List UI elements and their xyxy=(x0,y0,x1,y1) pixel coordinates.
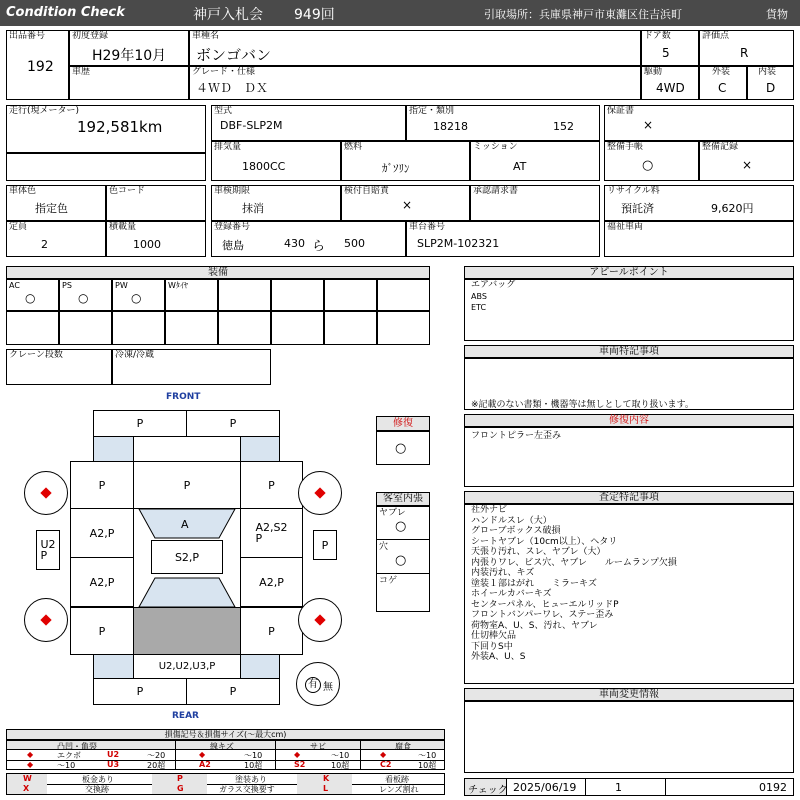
capacity-value: 2 xyxy=(41,238,48,251)
equipment-pw xyxy=(112,279,165,311)
fuel-value: ｶﾞｿﾘﾝ xyxy=(382,162,410,175)
doors-label: ドア数 xyxy=(644,31,671,41)
inspection-box xyxy=(211,185,341,221)
equipment-empty-7 xyxy=(112,311,165,345)
maintenance-book-label: 整備手帳 xyxy=(607,142,644,152)
legend-dent-icon: ◆ xyxy=(27,750,34,759)
rear-label: REAR xyxy=(172,711,199,721)
capacity-box xyxy=(6,221,106,257)
panel-back-door: U2,U2,U3,P xyxy=(133,654,241,679)
legend-l: L xyxy=(323,784,329,793)
mileage-label: 走行(現メーター) xyxy=(9,106,80,116)
cabin-divider xyxy=(377,573,429,574)
capacity-label: 定員 xyxy=(9,222,28,232)
mission-value: AT xyxy=(513,160,527,173)
equipment-ac xyxy=(6,279,59,311)
change-info-box xyxy=(464,701,794,773)
repair-details-title: 修復内容 xyxy=(464,414,794,427)
change-info-title: 車両変更情報 xyxy=(464,688,794,701)
drive-label: 駆動 xyxy=(644,67,663,77)
exterior-value: C xyxy=(718,81,727,95)
equipment-ps xyxy=(59,279,112,311)
equipment-pw-label: PW xyxy=(115,281,128,290)
crane-box xyxy=(6,349,112,385)
equipment-pw-mark: ○ xyxy=(131,291,142,305)
body-color-box xyxy=(6,185,106,221)
model-value: DBF-SLP2M xyxy=(220,119,283,132)
legend-u2-size: 〜20 xyxy=(147,751,166,760)
legend-c2-size: 10超 xyxy=(418,761,437,770)
equipment-wtire-label: Wﾀｲﾔ xyxy=(168,281,188,290)
equipment-empty-6 xyxy=(59,311,112,345)
check-divider xyxy=(585,779,586,795)
first-registration-box xyxy=(69,30,189,66)
repair-details-text: フロントピラー左歪み xyxy=(471,431,562,441)
check-label: チェック xyxy=(468,785,508,796)
fuel-box xyxy=(341,141,470,181)
chassis-number-box xyxy=(406,221,600,257)
equipment-empty-9 xyxy=(218,311,271,345)
equipment-empty-4 xyxy=(377,279,430,311)
legend-w-label: 板金あり xyxy=(82,775,114,784)
brand-title: Condition Check xyxy=(6,5,125,20)
legend-cat-corrosion: 腐食 xyxy=(395,742,411,751)
inspection-note-line: センターパネル、ヒューエルリッドP xyxy=(471,599,619,610)
panel-grille xyxy=(133,436,241,462)
score-value: R xyxy=(740,46,749,60)
grade-label: グレード・仕様 xyxy=(192,67,256,77)
chassis-number-label: 車台番号 xyxy=(409,222,446,232)
liability-box xyxy=(341,185,470,221)
panel-front-fender-right: P xyxy=(240,461,303,509)
panel-rear-fender-left: P xyxy=(70,607,134,655)
vehicle-category: 貨物 xyxy=(766,8,788,21)
legend-corrosion-icon: ◆ xyxy=(380,750,387,759)
interior-label: 内装 xyxy=(758,67,777,77)
panel-headlight-right xyxy=(240,436,280,462)
model-label: 型式 xyxy=(214,106,233,116)
registration-class: 430 xyxy=(284,237,305,250)
inspection-note-line: 塗装１部はがれ ミラーキズ xyxy=(471,578,597,589)
legend-p: P xyxy=(177,774,183,783)
panel-taillight-left xyxy=(93,654,134,679)
load-value: 1000 xyxy=(133,238,161,251)
legend-u3-size: 20超 xyxy=(147,761,166,770)
legend-cat-dent: 凸凹・亀裂 xyxy=(57,742,97,751)
body-color-value: 指定色 xyxy=(35,202,68,215)
equipment-ac-mark: ○ xyxy=(25,291,36,305)
crane-label: クレーン段数 xyxy=(9,350,63,360)
registration-number-box xyxy=(211,221,406,257)
doors-box xyxy=(641,30,699,66)
equipment-wtire xyxy=(165,279,218,311)
score-box xyxy=(699,30,794,66)
vehicle-notes-title: 車両特記事項 xyxy=(464,345,794,358)
legend-cat-scratch: 線キズ xyxy=(210,742,234,751)
legend-k-label: 看板跡 xyxy=(385,775,409,784)
first-registration-label: 初度登録 xyxy=(72,31,109,41)
warranty-box xyxy=(604,105,794,141)
designation-value-2: 152 xyxy=(553,120,574,133)
maintenance-book-box xyxy=(604,141,699,181)
legend-marks xyxy=(6,773,445,795)
maintenance-record-value: × xyxy=(742,158,753,172)
tire-marker-icon xyxy=(40,487,51,498)
spare-present-mark: 有 xyxy=(305,677,321,693)
lot-number-label: 出品番号 xyxy=(9,31,46,41)
mileage-sub-box xyxy=(6,153,206,181)
maintenance-record-box xyxy=(699,141,794,181)
repair-details-box xyxy=(464,427,794,487)
designation-label: 指定・類別 xyxy=(409,106,455,116)
legend-a2-size: 10超 xyxy=(244,761,263,770)
legend-s2-size: 10超 xyxy=(331,761,350,770)
panel-cargo-floor xyxy=(133,607,241,655)
inspection-note-line: 社外ナビ xyxy=(471,505,508,515)
chassis-number-value: SLP2M-102321 xyxy=(417,237,500,250)
panel-front-door-right: A2,S2 P xyxy=(240,508,303,558)
cabin-burn-label: コゲ xyxy=(379,576,398,586)
equipment-title: 装備 xyxy=(6,266,430,279)
equipment-empty-3 xyxy=(324,279,377,311)
panel-headlight-left xyxy=(93,436,134,462)
inspection-notes-title: 査定特記事項 xyxy=(464,491,794,504)
cabin-hole-label: 穴 xyxy=(379,542,389,552)
check-divider xyxy=(665,779,666,795)
car-name-label: 車種名 xyxy=(192,31,220,41)
panel-rear-bumper-right: P xyxy=(186,678,280,705)
inspection-note-line: 荷物室A、U、S、汚れ、ヤブレ xyxy=(471,620,598,631)
tire-marker-icon xyxy=(314,614,325,625)
cabin-yabure-label: ヤブレ xyxy=(379,508,406,518)
inspection-note-line: 外装A、U、S xyxy=(471,652,526,662)
legend-g-label: ガラス交換要す xyxy=(219,785,275,794)
inspection-note-line: シートヤブレ（10cm以上）、ヘタリ xyxy=(471,536,618,547)
vehicle-notes-box xyxy=(464,358,794,410)
mission-box xyxy=(470,141,600,181)
cabin-yabure-mark: ○ xyxy=(395,519,407,534)
interior-value: D xyxy=(766,81,776,95)
cabin-hole-mark: ○ xyxy=(395,553,407,568)
warranty-value: × xyxy=(643,118,654,132)
panel-front-bumper-left: P xyxy=(93,410,187,437)
car-name-box xyxy=(189,30,641,66)
inspection-note-line: フロントバンパーワレ、ステー歪み xyxy=(471,610,614,620)
inspection-note-line: 下回りS中 xyxy=(471,641,513,652)
legend-x-label: 交換跡 xyxy=(85,785,109,794)
approval-label: 承認請求書 xyxy=(473,186,519,196)
car-name-value: ボンゴバン xyxy=(196,46,272,64)
body-color-label: 車体色 xyxy=(9,186,37,196)
legend-rust-size: 〜10 xyxy=(331,751,350,760)
maintenance-book-value: ○ xyxy=(642,158,654,173)
windshield-label: A xyxy=(181,518,189,531)
appeal-lines xyxy=(471,280,515,313)
displacement-label: 排気量 xyxy=(214,142,242,152)
legend-divider xyxy=(360,741,361,769)
designation-value-1: 18218 xyxy=(433,120,468,133)
history-label: 車歴 xyxy=(72,67,91,77)
registration-digits: 500 xyxy=(344,237,365,250)
designation-box xyxy=(406,105,600,141)
registration-region: 徳島 xyxy=(222,239,244,252)
spare-tire-icon xyxy=(296,662,340,706)
legend-w: W xyxy=(23,774,32,783)
recycle-amount: 9,620円 xyxy=(711,202,754,215)
inspection-notes-lines xyxy=(471,505,677,663)
cabin-title: 客室内張 xyxy=(376,492,430,506)
liability-value: × xyxy=(402,198,413,212)
displacement-value: 1800CC xyxy=(242,160,286,173)
legend-dent-label: エクボ xyxy=(57,751,81,760)
appeal-line: ABS xyxy=(471,292,487,301)
equipment-empty-2 xyxy=(271,279,324,311)
load-box xyxy=(106,221,206,257)
lot-number-box xyxy=(6,30,69,100)
legend-c2: C2 xyxy=(380,760,392,769)
panel-taillight-right xyxy=(240,654,280,679)
panel-side-step-left: U2 P xyxy=(36,530,60,570)
equipment-empty-8 xyxy=(165,311,218,345)
exterior-label: 外装 xyxy=(712,67,731,77)
recycle-status: 預託済 xyxy=(621,202,654,215)
repair-mark-box xyxy=(376,431,430,465)
inspection-note-line: 天張り汚れ、スレ、ヤブレ（大） xyxy=(471,547,606,557)
liability-label: 検付自賠責 xyxy=(344,186,390,196)
panel-front-door-left: A2,P xyxy=(70,508,134,558)
appeal-line: エアバッグ xyxy=(471,280,516,290)
refrigeration-box xyxy=(112,349,271,385)
lot-number-value: 192 xyxy=(27,59,54,75)
legend-dent2-size: 〜10 xyxy=(57,761,76,770)
inspection-note-line: ホイールカバーキズ xyxy=(471,589,552,599)
panel-roof: S2,P xyxy=(151,540,223,574)
check-code: 0192 xyxy=(759,781,787,794)
legend-grid xyxy=(6,740,445,770)
welfare-label: 福祉車両 xyxy=(607,222,644,232)
legend-divider xyxy=(275,741,276,769)
spare-none-mark: 無 xyxy=(323,682,333,693)
inspection-note-line: 仕切棒欠品 xyxy=(471,631,517,641)
warranty-label: 保証書 xyxy=(607,106,635,116)
displacement-box xyxy=(211,141,341,181)
panel-rear-bumper-left: P xyxy=(93,678,187,705)
panel-front-fender-left: P xyxy=(70,461,134,509)
equipment-ps-label: PS xyxy=(62,281,72,290)
drive-box xyxy=(641,66,699,100)
tire-front-left-icon xyxy=(24,471,68,515)
equipment-empty-1 xyxy=(218,279,271,311)
equipment-ps-mark: ○ xyxy=(78,291,89,305)
legend-p-label: 塗装あり xyxy=(235,775,267,784)
pickup-location: 引取場所：兵庫県神戸市東灘区住吉浜町 xyxy=(484,8,682,21)
inspection-value: 抹消 xyxy=(242,202,264,215)
refrigeration-label: 冷凍/冷蔵 xyxy=(115,350,155,360)
legend-k: K xyxy=(323,774,330,783)
check-number: 1 xyxy=(615,781,622,794)
check-date: 2025/06/19 xyxy=(513,781,577,794)
legend-g: G xyxy=(177,784,184,793)
inspection-note-line: グローブボックス破損 xyxy=(471,526,561,536)
appeal-line: ETC xyxy=(471,303,487,312)
fuel-label: 燃料 xyxy=(344,142,363,152)
inspection-note-line: ハンドルスレ（大） xyxy=(471,515,552,526)
legend-scratch-icon: ◆ xyxy=(199,750,206,759)
equipment-empty-5 xyxy=(6,311,59,345)
score-label: 評価点 xyxy=(702,31,730,41)
drive-value: 4WD xyxy=(656,81,685,95)
legend-dent2-icon: ◆ xyxy=(27,760,34,769)
recycle-label: リサイクル料 xyxy=(607,186,660,196)
cabin-divider xyxy=(377,539,429,540)
appeal-box xyxy=(464,279,794,341)
legend-x: X xyxy=(23,784,30,793)
mileage-value: 192,581km xyxy=(77,118,163,136)
tire-marker-icon xyxy=(314,487,325,498)
grade-box xyxy=(189,66,641,100)
recycle-box xyxy=(604,185,794,221)
history-box xyxy=(69,66,189,100)
legend-l-label: レンズ割れ xyxy=(379,785,419,794)
grade-value: ４ＷＤ ＤＸ xyxy=(196,81,269,95)
tire-rear-left-icon xyxy=(24,598,68,642)
welfare-box xyxy=(604,221,794,257)
mission-label: ミッション xyxy=(473,142,518,152)
panel-hood: P xyxy=(133,461,241,509)
equipment-empty-10 xyxy=(271,311,324,345)
auction-number: 949回 xyxy=(294,7,335,23)
model-box xyxy=(211,105,406,141)
legend-scratch-size: 〜10 xyxy=(244,751,263,760)
legend-a2: A2 xyxy=(199,760,211,769)
tire-rear-right-icon xyxy=(298,598,342,642)
mileage-box xyxy=(6,105,206,153)
panel-rear-fender-right: P xyxy=(240,607,303,655)
equipment-ac-label: AC xyxy=(9,281,20,290)
repair-mark: ○ xyxy=(395,441,407,456)
tire-marker-icon xyxy=(40,614,51,625)
check-row xyxy=(464,778,794,796)
first-registration-value: H29年10月 xyxy=(92,48,167,64)
vehicle-notes-disclaimer: ※記載のない書類・機器等は無しとして取り扱います。 xyxy=(471,400,694,410)
legend-u2: U2 xyxy=(107,750,120,759)
inspection-label: 車検期限 xyxy=(214,186,251,196)
interior-box xyxy=(747,66,794,100)
repair-label: 修復 xyxy=(376,416,430,431)
registration-kana: ら xyxy=(312,239,326,254)
panel-rear-door-left: A2,P xyxy=(70,557,134,607)
color-code-box xyxy=(106,185,206,221)
maintenance-record-label: 整備記録 xyxy=(702,142,739,152)
panel-front-bumper-right: P xyxy=(186,410,280,437)
exterior-box xyxy=(699,66,747,100)
legend-cat-rust: サビ xyxy=(310,742,326,751)
inspection-note-line: 内張りワレ、ビス穴、ヤブレ ルームランプ欠損 xyxy=(471,557,677,568)
tire-front-right-icon xyxy=(298,471,342,515)
panel-side-step-right: P xyxy=(313,530,337,560)
inspection-notes-box xyxy=(464,504,794,684)
approval-box xyxy=(470,185,600,221)
doors-value: 5 xyxy=(662,46,670,60)
front-label: FRONT xyxy=(166,392,201,402)
color-code-label: 色コード xyxy=(109,186,146,196)
equipment-empty-11 xyxy=(324,311,377,345)
load-label: 積載量 xyxy=(109,222,137,232)
appeal-title: アピールポイント xyxy=(464,266,794,279)
legend-title: 損傷記号＆損傷サイズ(〜最大cm) xyxy=(6,729,445,740)
legend-rust-icon: ◆ xyxy=(294,750,301,759)
equipment-empty-12 xyxy=(377,311,430,345)
panel-rear-door-right: A2,P xyxy=(240,557,303,607)
auction-name: 神戸入札会 xyxy=(193,7,263,23)
legend-divider xyxy=(175,741,176,769)
legend-u3: U3 xyxy=(107,760,120,769)
legend-s2: S2 xyxy=(294,760,306,769)
legend-corrosion-size: 〜10 xyxy=(418,751,437,760)
header-bar xyxy=(0,0,800,26)
inspection-note-line: 内装汚れ、キズ xyxy=(471,568,535,578)
registration-number-label: 登録番号 xyxy=(214,222,251,232)
cabin-box xyxy=(376,506,430,612)
